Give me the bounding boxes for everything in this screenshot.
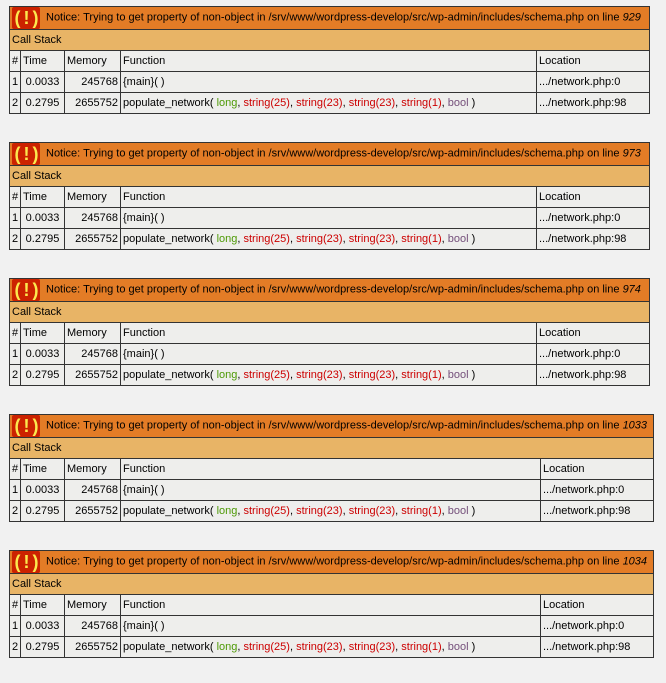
frame-function: populate_network( long, string(25), string(23), string(23), string(1), bool ) [121, 229, 537, 250]
notice-line-number: 973 [622, 147, 641, 160]
function-close: ) [471, 368, 476, 381]
frame-num: 1 [10, 616, 21, 637]
column-header-row [10, 459, 654, 480]
function-close: ) [471, 232, 476, 245]
function-arg: string(23) [348, 640, 396, 653]
notice-text: Notice: Trying to get property of non-object in /srv/www/wordpress-develop/src/wp-admin/includes/schema.php on line [46, 555, 620, 568]
function-arg: string(1) [401, 504, 442, 517]
function-arg: string(23) [296, 232, 343, 245]
frame-function: populate_network( long, string(25), string(23), string(23), string(1), bool ) [121, 365, 537, 386]
column-location: Location [536, 51, 649, 72]
xdebug-table [9, 550, 654, 658]
column-function: Function [121, 323, 537, 344]
column-num: # [10, 51, 21, 72]
notice-message [46, 12, 641, 24]
column-function: Function [121, 459, 541, 480]
function-name: populate_network( [123, 96, 214, 109]
column-location: Location [540, 595, 653, 616]
frame-time: 0.0033 [21, 208, 65, 229]
column-memory: Memory [65, 323, 121, 344]
notice-message [46, 148, 641, 160]
warning-icon: ( ! ) [12, 143, 40, 165]
function-arg: string(23) [296, 504, 343, 517]
frame-memory: 245768 [65, 208, 121, 229]
function-arg: string(23) [348, 232, 396, 245]
xdebug-table [9, 414, 654, 522]
frame-num: 2 [10, 637, 21, 658]
function-arg: string(25) [243, 232, 290, 245]
column-memory: Memory [65, 187, 121, 208]
stack-frame-row [10, 637, 654, 658]
column-location: Location [536, 187, 649, 208]
function-close: ) [471, 96, 476, 109]
frame-num: 2 [10, 93, 21, 114]
frame-time: 0.0033 [21, 72, 65, 93]
stack-frame-row [10, 616, 654, 637]
column-time: Time [21, 187, 65, 208]
frame-function: {main}( ) [121, 616, 541, 637]
notice-header [10, 143, 650, 166]
notice-header [10, 551, 654, 574]
frame-time: 0.2795 [21, 637, 65, 658]
stack-frame-row [10, 501, 654, 522]
notice-row [10, 551, 654, 574]
frame-function: populate_network( long, string(25), string(23), string(23), string(1), bool ) [121, 93, 537, 114]
notice-row [10, 415, 654, 438]
frame-num: 1 [10, 72, 21, 93]
stack-frame-row [10, 72, 650, 93]
column-location: Location [540, 459, 653, 480]
function-arg: string(23) [296, 96, 343, 109]
function-arg: bool [447, 232, 469, 245]
frame-time: 0.0033 [21, 480, 65, 501]
call-stack-label: Call Stack [10, 166, 650, 187]
frame-location[interactable]: .../network.php:98 [536, 229, 649, 250]
call-stack-row [10, 166, 650, 187]
function-arg: string(1) [401, 640, 442, 653]
frame-function: {main}( ) [121, 344, 537, 365]
call-stack-label: Call Stack [10, 30, 650, 51]
function-arg: string(23) [296, 368, 343, 381]
frame-time: 0.0033 [21, 344, 65, 365]
column-function: Function [121, 51, 537, 72]
frame-num: 2 [10, 229, 21, 250]
notice-text: Notice: Trying to get property of non-object in /srv/www/wordpress-develop/src/wp-admin/includes/schema.php on line [46, 283, 620, 296]
frame-location[interactable]: .../network.php:98 [536, 365, 649, 386]
frame-num: 1 [10, 208, 21, 229]
function-arg: string(23) [348, 96, 396, 109]
frame-function: populate_network( long, string(25), string(23), string(23), string(1), bool ) [121, 637, 541, 658]
column-header-row [10, 595, 654, 616]
warning-icon: ( ! ) [12, 551, 40, 573]
function-name: populate_network( [123, 232, 214, 245]
warning-icon: ( ! ) [12, 7, 40, 29]
notice-message [46, 420, 647, 432]
notice-row [10, 143, 650, 166]
stack-frame-row [10, 93, 650, 114]
call-stack-label: Call Stack [10, 302, 650, 323]
function-name: populate_network( [123, 640, 214, 653]
function-arg: string(23) [296, 640, 343, 653]
notice-block [9, 414, 654, 522]
function-arg: string(25) [243, 96, 290, 109]
column-time: Time [21, 51, 65, 72]
notice-line-number: 1034 [622, 555, 648, 568]
frame-time: 0.2795 [21, 93, 65, 114]
notice-text: Notice: Trying to get property of non-object in /srv/www/wordpress-develop/src/wp-admin/includes/schema.php on line [46, 147, 620, 160]
frame-time: 0.2795 [21, 501, 65, 522]
column-time: Time [21, 459, 65, 480]
function-arg: long [216, 504, 238, 517]
frame-location[interactable]: .../network.php:0 [540, 616, 653, 637]
column-num: # [10, 595, 21, 616]
column-memory: Memory [65, 459, 121, 480]
frame-memory: 2655752 [65, 637, 121, 658]
frame-memory: 245768 [65, 72, 121, 93]
frame-time: 0.2795 [21, 365, 65, 386]
frame-function: populate_network( long, string(25), string(23), string(23), string(1), bool ) [121, 501, 541, 522]
column-function: Function [121, 187, 537, 208]
function-arg: string(23) [348, 504, 396, 517]
function-arg: bool [447, 640, 469, 653]
function-name: populate_network( [123, 368, 214, 381]
frame-memory: 245768 [65, 480, 121, 501]
notice-row [10, 7, 650, 30]
column-location: Location [536, 323, 649, 344]
column-header-row [10, 323, 650, 344]
frame-time: 0.0033 [21, 616, 65, 637]
function-arg: string(1) [401, 96, 442, 109]
function-arg: string(1) [401, 368, 442, 381]
xdebug-table [9, 278, 650, 386]
frame-memory: 2655752 [65, 501, 121, 522]
notice-text: Notice: Trying to get property of non-object in /srv/www/wordpress-develop/src/wp-admin/includes/schema.php on line [46, 11, 620, 24]
xdebug-table [9, 142, 650, 250]
column-header-row [10, 51, 650, 72]
stack-frame-row [10, 365, 650, 386]
notice-header [10, 415, 654, 438]
notice-block [9, 6, 650, 114]
function-arg: bool [447, 504, 469, 517]
notice-row [10, 279, 650, 302]
function-name: populate_network( [123, 504, 214, 517]
frame-location[interactable]: .../network.php:98 [540, 637, 653, 658]
call-stack-row [10, 438, 654, 459]
frame-location[interactable]: .../network.php:0 [536, 344, 649, 365]
frame-location[interactable]: .../network.php:0 [536, 208, 649, 229]
function-arg: bool [447, 96, 469, 109]
warning-icon: ( ! ) [12, 279, 40, 301]
function-arg: long [216, 96, 238, 109]
function-arg: long [216, 640, 238, 653]
frame-memory: 245768 [65, 616, 121, 637]
frame-memory: 2655752 [65, 365, 121, 386]
notice-message [46, 284, 641, 296]
function-arg: string(25) [243, 368, 290, 381]
frame-location[interactable]: .../network.php:0 [536, 72, 649, 93]
notice-line-number: 1033 [622, 419, 648, 432]
notice-header [10, 279, 650, 302]
frame-num: 2 [10, 365, 21, 386]
notice-header [10, 7, 650, 30]
notice-block [9, 278, 650, 386]
function-arg: bool [447, 368, 469, 381]
column-memory: Memory [65, 595, 121, 616]
notice-line-number: 929 [622, 11, 641, 24]
call-stack-row [10, 302, 650, 323]
stack-frame-row [10, 229, 650, 250]
stack-frame-row [10, 344, 650, 365]
column-function: Function [121, 595, 541, 616]
notice-text: Notice: Trying to get property of non-object in /srv/www/wordpress-develop/src/wp-admin/includes/schema.php on line [46, 419, 620, 432]
function-arg: string(23) [348, 368, 396, 381]
frame-memory: 2655752 [65, 93, 121, 114]
notice-block [9, 550, 654, 658]
notice-block [9, 142, 650, 250]
column-num: # [10, 459, 21, 480]
frame-time: 0.2795 [21, 229, 65, 250]
warning-icon: ( ! ) [12, 415, 40, 437]
function-arg: string(25) [243, 504, 290, 517]
frame-location[interactable]: .../network.php:98 [536, 93, 649, 114]
function-close: ) [471, 640, 476, 653]
function-arg: string(25) [243, 640, 290, 653]
function-arg: long [216, 232, 238, 245]
frame-num: 2 [10, 501, 21, 522]
call-stack-row [10, 574, 654, 595]
frame-function: {main}( ) [121, 208, 537, 229]
function-arg: long [216, 368, 238, 381]
notice-line-number: 974 [622, 283, 641, 296]
column-header-row [10, 187, 650, 208]
call-stack-row [10, 30, 650, 51]
frame-memory: 245768 [65, 344, 121, 365]
call-stack-label: Call Stack [10, 438, 654, 459]
xdebug-table [9, 6, 650, 114]
stack-frame-row [10, 208, 650, 229]
column-memory: Memory [65, 51, 121, 72]
function-close: ) [471, 504, 476, 517]
frame-function: {main}( ) [121, 72, 537, 93]
frame-num: 1 [10, 344, 21, 365]
frame-memory: 2655752 [65, 229, 121, 250]
column-time: Time [21, 595, 65, 616]
column-time: Time [21, 323, 65, 344]
call-stack-label: Call Stack [10, 574, 654, 595]
frame-location[interactable]: .../network.php:98 [540, 501, 653, 522]
column-num: # [10, 323, 21, 344]
frame-num: 1 [10, 480, 21, 501]
function-arg: string(1) [401, 232, 442, 245]
frame-function: {main}( ) [121, 480, 541, 501]
stack-frame-row [10, 480, 654, 501]
column-num: # [10, 187, 21, 208]
notice-message [46, 556, 647, 568]
frame-location[interactable]: .../network.php:0 [540, 480, 653, 501]
